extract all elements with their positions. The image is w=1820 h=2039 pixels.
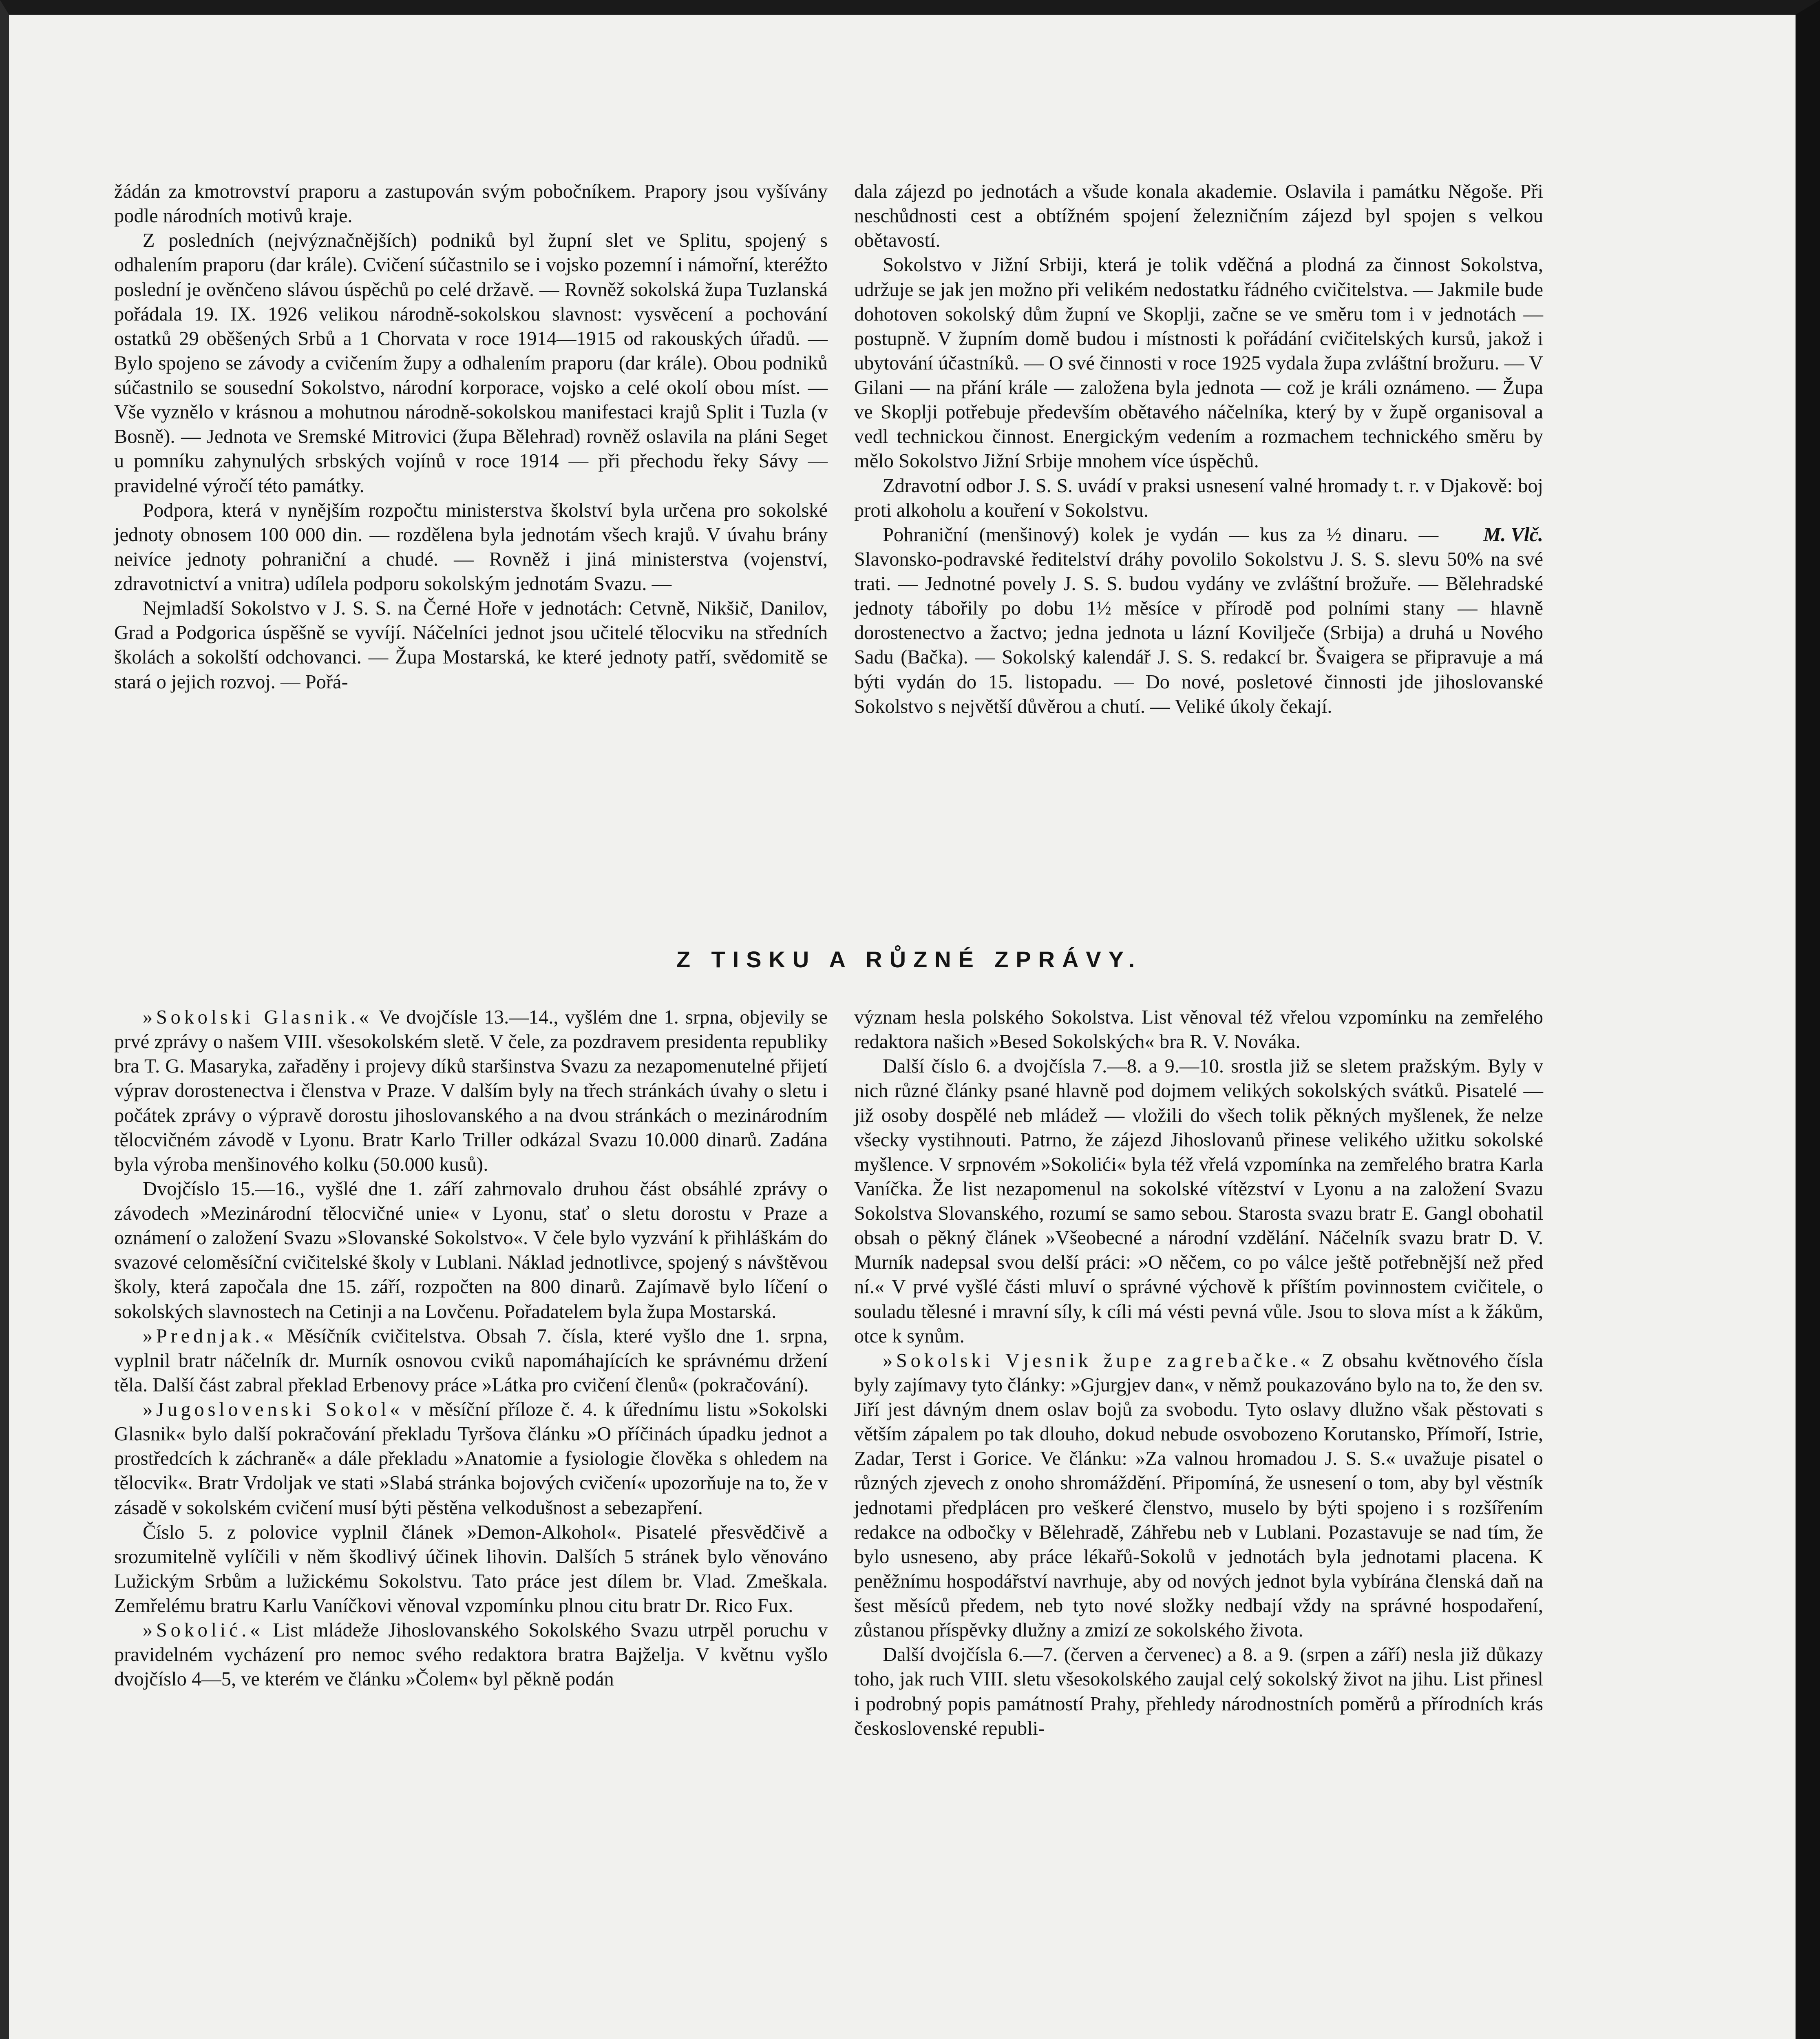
paragraph: žádán za kmotrovství praporu a zastupován svým pobočníkem. Prapory jsou vyšívány podle národních motivů kraje. <box>114 181 828 227</box>
signature: M. Vlč. <box>1483 524 1543 546</box>
paragraph: Zdravotní odbor J. S. S. uvádí v praksi usnesení valné hromady t. r. v Djakově: boj proti alkoholu a kouření v Sokolstvu. <box>854 475 1543 521</box>
periodical-title: »Sokolski Glasnik.« <box>143 1006 373 1028</box>
section-heading: Z TISKU A RŮZNÉ ZPRÁVY. <box>676 947 1142 972</box>
paragraph <box>854 1643 1543 1741</box>
periodical-title: »Sokolić.« <box>143 1619 264 1641</box>
paragraph-text: Z obsahu květnového čísla byly zajímavy tyto články: »Gjurgjev dan«, v němž poukazováno bylo na to, že den sv. Jiří jest dávným dnem oslav bojů za svobodu. Tyto oslavy dlužno však pěstovati s větším zápalem po tak dlouho, dokud nebude osvobozeno Korutansko, Přímoří, Istrie, Zadar, Terst i Gorice. Ve článku: »Za valnou hromadou J. S. S.« uvažuje pisatel o různých zjevech z onoho shromáždění. Připomíná, že usnesení o tom, aby byl věstník jednotami předplácen pro veškeré členstvo, muselo by býti spojeno i s rozšířením redakce na odbočky v Bělehradě, Záhřebu neb v Lublani. Pozastavuje se nad tím, že bylo usneseno, aby práce lékařů-Sokolů v jednotách byla jednotami placena. K peněžnímu hospodářství navrhuje, aby od nových jednot byla vybírána členská daň na šest měsíců předem, neb tyto nové složky nedbají vždy na správné hospodaření, zůstanou příspěvky dlužny a zmizí ze sokolského života. <box>854 1349 1543 1641</box>
paragraph <box>854 1054 1543 1349</box>
paragraph: Sokolstvo v Jižní Srbiji, která je tolik vděčná a plodná za činnost Sokolstva, udržuje se jak jen možno při velikém nedostatku řádného cvičitelstva. — Jakmile bude dohotoven sokolský dům župní ve Skoplji, začne se ve směru tom i v jednotách — postupně. V župním domě budou i místnosti k pořádání cvičitelských kursů, jakož i ubytování účastníků. — O své činnosti v roce 1925 vydala župa zvláštní brožuru. — V Gilani — na přání krále — založena byla jednota — což je králi oznámeno. — Župa ve Skoplji potřebuje především obětavého náčelníka, který by v župě organisoval a vedl technickou činnost. Energickým vedením a rozmachem technického směru by mělo Sokolstvo Jižní Srbije mnohem více úspěchů. <box>854 254 1543 472</box>
periodical-title: »Sokolski Vjesnik župe zagrebačke.« <box>883 1349 1314 1371</box>
top-left-column <box>114 179 828 694</box>
paragraph-text: Dvojčíslo 15.—16., vyšlé dne 1. září zahrnovalo druhou část obsáhlé zprávy o závodech »Mezinárodní tělocvičné unie« v Lyonu, stať o sletu dorostu v Praze a oznámení o založení Svazu »Slovanské Sokolstvo«. V čele bylo vyzvání k přihláškám do svazové celoměsíční cvičitelské školy v Lublani. Náklad jednotlivce, spojený s návštěvou školy, která započala dne 15. září, rozpočten na 800 dinarů. Zajímavě bylo líčení o sokolských slavnostech na Cetinji a na Lovčenu. Pořadatelem byla župa Mostarská. <box>114 1178 828 1322</box>
paragraph-text: Další dvojčísla 6.—7. (červen a červenec) a 8. a 9. (srpen a září) nesla již důkazy toho, jak ruch VIII. sletu všesokolského zaujal celý sokolský život na jihu. List přinesl i podrobný popis památností Prahy, přehledy národnostních poměrů a přírodních krás československé republi- <box>854 1644 1543 1739</box>
paragraph <box>854 1349 1543 1643</box>
paragraph <box>114 1177 828 1324</box>
paragraph <box>854 523 1543 719</box>
paragraph-text: v měsíční příloze č. 4. k úřednímu listu »Sokolski Glasnik« bylo další pokračování překladu Tyršova článku »O příčinách úpadku jednot a prostředcích k záchraně« a dále překladu »Anatomie a fysiologie člověka s ohledem na tělocvik«. Bratr Vrdoljak ve stati »Slabá stránka bojových cvičení« upozorňuje na to, že v zásadě v sokolském cvičení musí býti pěstěna velkodušnost a sebezapření. <box>114 1399 828 1519</box>
paragraph <box>114 1324 828 1398</box>
paragraph: dala zájezd po jednotách a všude konala akademie. Oslavila i památku Něgoše. Při neschůdnosti cest a obtížném spojení železničním zájezd byl spojen s velkou obětavostí. <box>854 181 1543 252</box>
paragraph-text: List mládeže Jihoslovanského Sokolského Svazu utrpěl poruchu v pravidelném vycházení pro nemoc svého redaktora bratra Bajželja. V květnu vyšlo dvojčíslo 4—5, ve kterém ve článku »Čolem« byl pěkně podán <box>114 1619 828 1690</box>
paragraph: Nejmladší Sokolstvo v J. S. S. na Černé Hoře v jednotách: Cetvně, Nikšič, Danilov, Grad a Podgorica úspěšně se vyvíjí. Náčelníci jednot jsou učitelé tělocviku na středních školách a sokolští odchovanci. — Župa Mostarská, ke které jednoty patří, svědomitě se stará o jejich rozvoj. — Pořá- <box>114 597 828 693</box>
periodical-title: »Prednjak.« <box>143 1325 277 1347</box>
paragraph-text: význam hesla polského Sokolstva. List věnoval též vřelou vzpomínku na zemřelého redaktora našich »Besed Sokolských« bra R. V. Nováka. <box>854 1006 1543 1053</box>
paragraph: Podpora, která v nynějším rozpočtu ministerstva školství byla určena pro sokolské jednoty obnosem 100 000 din. — rozdělena byla jednotám všech krajů. V úvahu brány neivíce jednoty pohraniční a chudé. — Rovněž i jiná ministerstva (vojenství, zdravotnictví a vnitra) udílela podporu sokolským jednotám Svazu. — <box>114 499 828 595</box>
paragraph-text: Číslo 5. z polovice vyplnil článek »Demon-Alkohol«. Pisatelé přesvědčivě a srozumitelně vylíčili v něm škodlivý účinek lihovin. Dalších 5 stránek bylo věnováno Lužickým Srbům a lužickému Sokolstvu. Tato práce jest dílem br. Vlad. Zmeškala. Zemřelému bratru Karlu Vaníčkovi věnoval vzpomínku plnou citu bratr Dr. Rico Fux. <box>114 1521 828 1617</box>
paragraph-text: Další číslo 6. a dvojčísla 7.—8. a 9.—10. srostla již se sletem pražským. Byly v nich různé články psané hlavně pod dojmem velikých sokolských svátků. Pisatelé — již osoby dospělé neb mládež — vložili do všech tolik pěkných myšlenek, že nelze všecky vystihnouti. Patrno, že zájezd Jihoslovanů přinese velikého užitku sokolské myšlence. V srpnovém »Sokolići« byla též vřelá vzpomínka na zemřelého bratra Karla Vaníčka. Že list nezapomenul na sokolské vítězství v Lyonu a na založení Svazu Sokolstva Slovanského, rozumí se samo sebou. Starosta svazu bratr E. Gangl obohatil obsah o pěkný článek »Všeobecné a národní vzdělání. Náčelník svazu bratr D. V. Murník nadepsal svou delší práci: »O něčem, co po válce ještě potřebnější než před ní.« V prvé vyšlé části mluví o správné výchově k příštím povinnostem cvičitele, o souladu tělesné i mravní síly, k cíli má vésti pevná vůle. Jsou to slova míst a k žákům, otce k synům. <box>854 1055 1543 1347</box>
paragraph <box>114 1005 828 1177</box>
bottom-right-column <box>854 1005 1543 1741</box>
paragraph: Z posledních (nejvýznačnějších) podniků byl župní slet ve Splitu, spojený s odhalením praporu (dar krále). Cvičení súčastnilo se i vojsko pozemní i námořní, kteréžto poslední je ověnčeno slávou úspěchů po celé državě. — Rovněž sokolská župa Tuzlanská pořádala 19. IX. 1926 velikou národně-sokolskou slavnost: vysvěcení a pochování ostatků 29 oběšených Srbů a 1 Chorvata v roce 1914—1915 od rakouských úřadů. — Bylo spojeno se závody a cvičením župy a odhalením praporu (dar krále). Obou podniků súčastnilo se sousední Sokolstvo, národní korporace, vojsko a celé okolí obou míst. — Vše vyznělo v krásnou a mohutnou národně-sokolskou manifestaci krajů Split i Tuzla (v Bosně). — Jednota ve Sremské Mitrovici (župa Bělehrad) rovněž oslavila na pláni Seget u pomníku zahynulých srbských vojínů v roce 1914 — při přechodu řeky Sávy — pravidelné výročí této památky. <box>114 230 828 497</box>
paragraph <box>114 1618 828 1692</box>
top-right-column <box>854 179 1543 719</box>
paragraph-text: Měsíčník cvičitelstva. Obsah 7. čísla, které vyšlo dne 1. srpna, vyplnil bratr náčelník dr. Murník osnovou cviků napomáhajících ke správnému držení těla. Další část zabral překlad Erbenovy práce »Látka pro cvičení členů« (pokračování). <box>114 1325 828 1396</box>
bottom-left-column <box>114 1005 828 1692</box>
paragraph-text: Pohraniční (menšinový) kolek je vydán — kus za ½ dinaru. — Slavonsko-podravské ředitelství dráhy povolilo Sokolstvu J. S. S. slevu 50% na své trati. — Jednotné povely J. S. S. budou vydány ve zvláštní brožuře. — Bělehradské jednoty tábořily po dobu 1½ měsíce v přírodě pod polními stany — hlavně dorostenectvo a žactvo; jedna jednota u lázní Kovilječe (Srbija) a druhá u Nového Sadu (Bačka). — Sokolský kalendář J. S. S. redakcí br. Švaigera se připravuje a má býti vydán do 15. listopadu. — Do nové, posletové činnosti jde jihoslovanské Sokolstvo s největší důvěrou a chutí. — Veliké úkoly čekají. <box>854 524 1543 717</box>
paragraph-text: Ve dvojčísle 13.—14., vyšlém dne 1. srpna, objevily se prvé zprávy o našem VIII. všesokolském sletě. V čele, za pozdravem presidenta republiky bra T. G. Masaryka, zařaděny i projevy díků staršinstva Svazu za nezapomenutelné přijetí výprav dorostenectva i členstva v Praze. V dalším byly na třech stránkách úvahy o sletu i počátek zprávy o výpravě dorostu jihoslovanského a na dvou stránkách o mezinárodním tělocvičném závodě v Lyonu. Bratr Karlo Triller odkázal Svazu 10.000 dinarů. Zadána byla výroba menšinového kolku (50.000 kusů). <box>114 1006 828 1175</box>
periodical-title: »Jugoslovenski Sokol« <box>143 1399 404 1420</box>
paragraph <box>114 1398 828 1520</box>
paragraph <box>114 1520 828 1619</box>
paragraph <box>854 1005 1543 1054</box>
